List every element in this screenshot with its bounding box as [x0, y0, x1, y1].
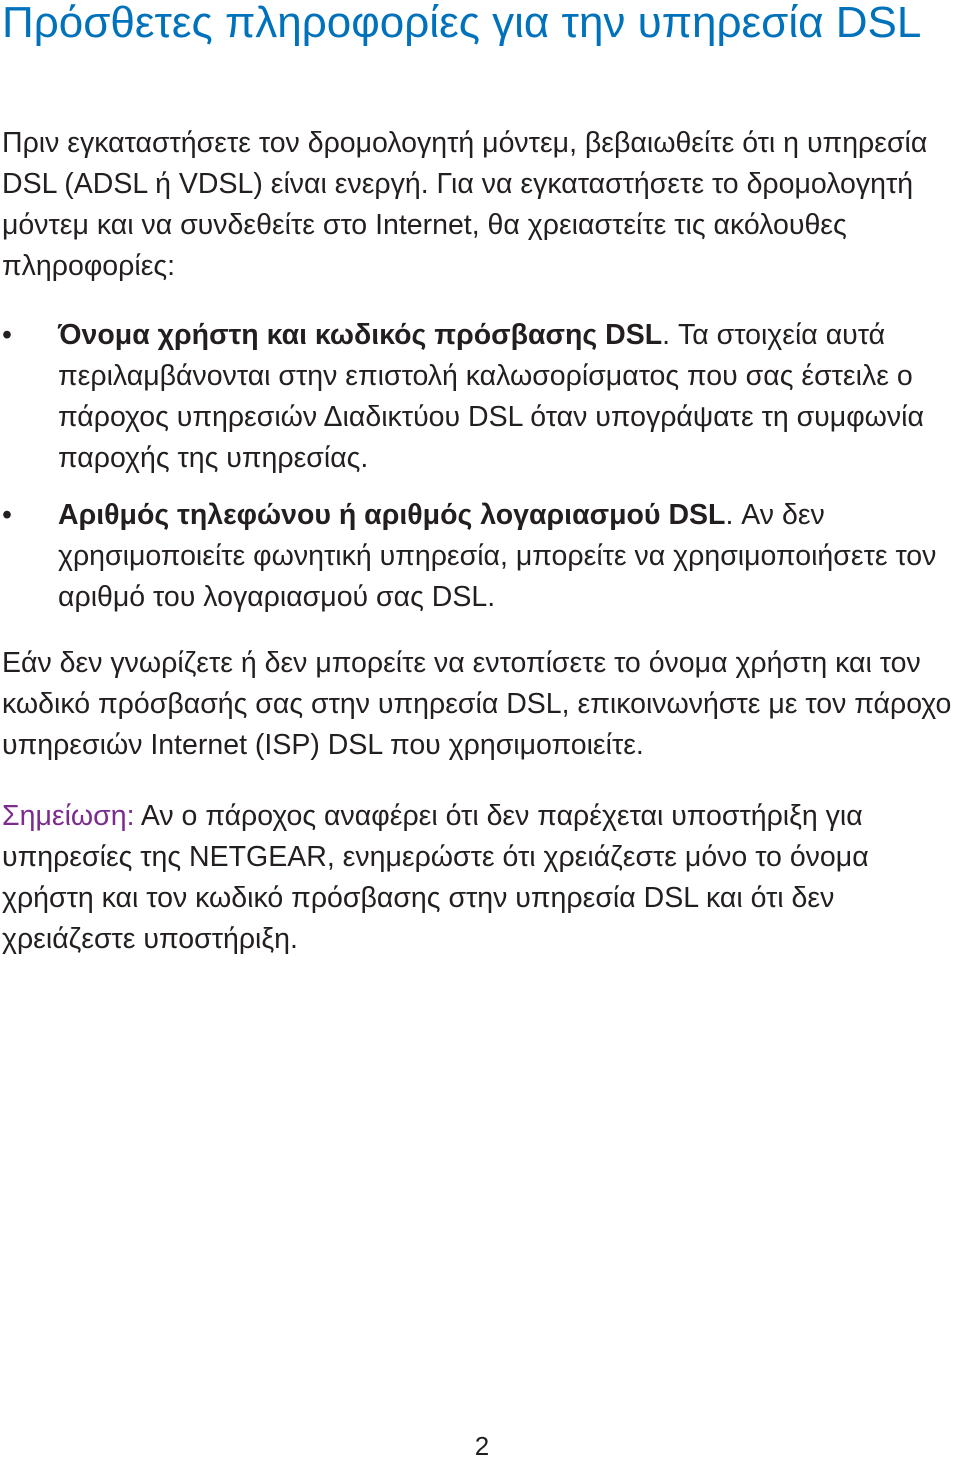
list-item — [0, 315, 960, 479]
page-title: Πρόσθετες πληροφορίες για την υπηρεσία DSL — [2, 0, 922, 47]
bullet-title-username-password: Όνομα χρήστη και κωδικός πρόσβασης DSL — [58, 319, 663, 351]
note-text: Αν ο πάροχος αναφέρει ότι δεν παρέχεται υποστήριξη για υπηρεσίες της NETGEAR, ενημερώστε ότι χρειάζεστε μόνο το όνομα χρήστη και τον κωδικό πρόσβασης στην υπηρεσία DSL και ότι δεν χρειάζεστε υποστήριξη. — [2, 800, 869, 955]
bullet-text: . Τα στοιχεία αυτά περιλαμβάνονται στην επιστολή καλωσορίσματος που σας έστειλε ο πάροχος υπηρεσιών Διαδικτύου DSL όταν υπογράψατε τη συμφωνία παροχής της υπηρεσίας. — [58, 319, 924, 474]
bullet-marker: • — [2, 499, 12, 531]
requirements-list — [0, 315, 960, 634]
bullet-marker: • — [2, 319, 12, 351]
note-label: Σημείωση: — [2, 800, 135, 832]
contact-paragraph: Εάν δεν γνωρίζετε ή δεν μπορείτε να εντοπίσετε το όνομα χρήστη και τον κωδικό πρόσβασής σας στην υπηρεσία DSL, επικοινωνήστε με τον πάροχο υπηρεσιών Internet (ISP) DSL που χρησιμοποιείτε. — [2, 647, 952, 761]
intro-paragraph: Πριν εγκαταστήσετε τον δρομολογητή μόντεμ, βεβαιωθείτε ότι η υπηρεσία DSL (ADSL ή VDSL) είναι ενεργή. Για να εγκαταστήσετε το δρομολογητή μόντεμ και να συνδεθείτε στο Internet, θα χρειαστείτε τις ακόλουθες πληροφορίες: — [2, 127, 928, 282]
bullet-text: . Αν δεν χρησιμοποιείτε φωνητική υπηρεσία, μπορείτε να χρησιμοποιήσετε τον αριθμό του λογαριασμού σας DSL. — [58, 499, 937, 613]
note-paragraph — [2, 796, 960, 960]
bullet-title-phone-account: Αριθμός τηλεφώνου ή αριθμός λογαριασμού DSL — [58, 499, 726, 531]
page-number: 2 — [474, 1431, 490, 1461]
list-item — [0, 495, 960, 618]
